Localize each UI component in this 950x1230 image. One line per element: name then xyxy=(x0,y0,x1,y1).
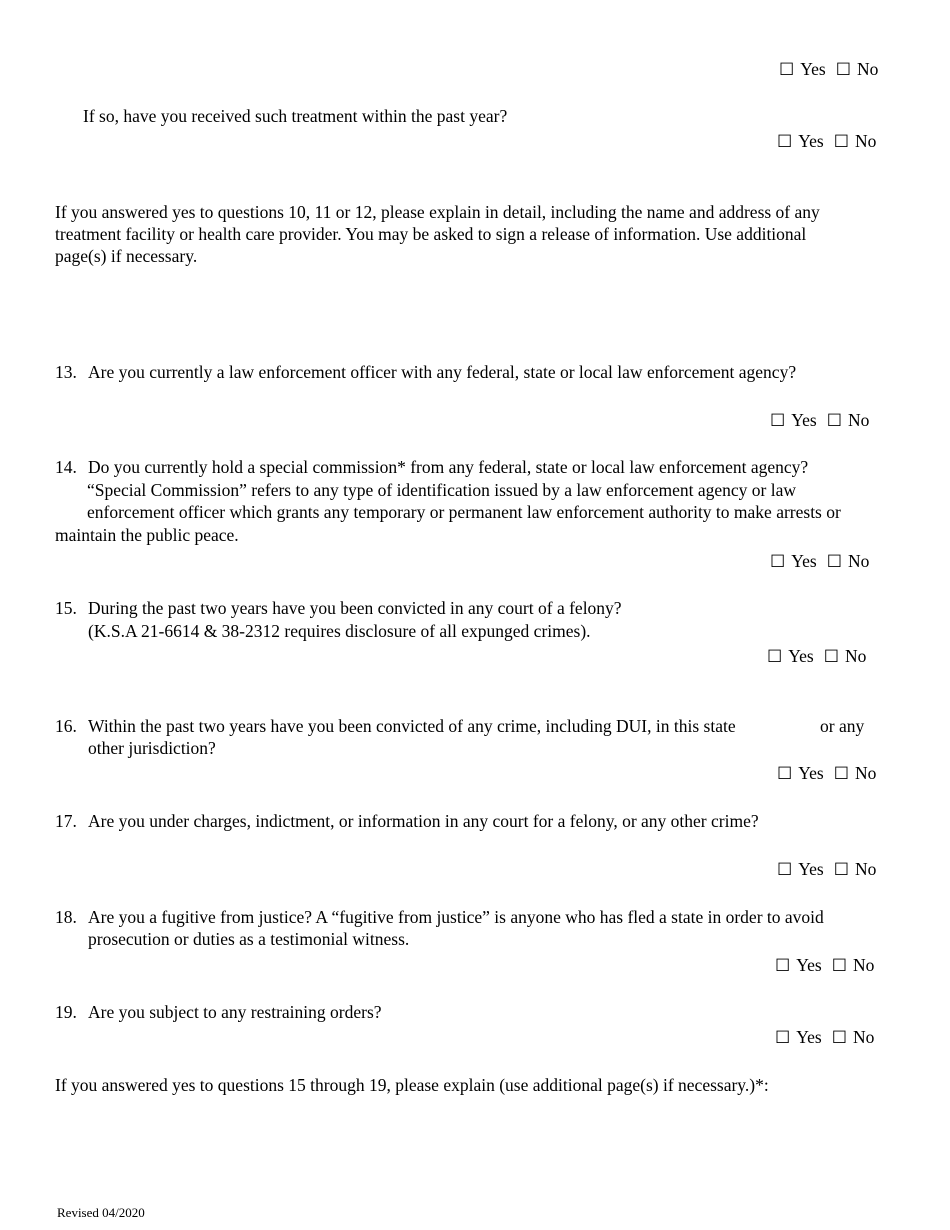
yes-checkbox[interactable]: ☐ xyxy=(775,956,791,975)
q18-line1: Are you a fugitive from justice? A “fugitive from justice” is anyone who has fled a state in order to avoid xyxy=(88,907,824,927)
q16-line2: other jurisdiction? xyxy=(88,738,216,758)
revision-footer: Revised 04/2020 xyxy=(57,1205,145,1220)
yes-checkbox[interactable]: ☐ xyxy=(777,132,793,151)
yes-checkbox[interactable]: ☐ xyxy=(767,647,783,666)
q19-number: 19. xyxy=(55,1002,77,1022)
yes-label: Yes xyxy=(800,59,826,79)
explain-10-12-line2: treatment facility or health care provider. You may be asked to sign a release of information. Use additional xyxy=(55,224,807,244)
no-label: No xyxy=(852,1027,875,1047)
q14-line4: maintain the public peace. xyxy=(55,525,239,545)
yes-checkbox[interactable]: ☐ xyxy=(777,860,793,879)
yes-label: Yes xyxy=(788,646,814,666)
no-checkbox[interactable]: ☐ xyxy=(833,860,849,879)
q16-number: 16. xyxy=(55,716,77,736)
yes-label: Yes xyxy=(791,551,817,571)
q16-line1: Within the past two years have you been convicted of any crime, including DUI, in this state xyxy=(88,716,736,736)
q18-yes-no xyxy=(775,954,874,978)
q17-number: 17. xyxy=(55,811,77,831)
yes-checkbox[interactable]: ☐ xyxy=(779,60,795,79)
no-checkbox[interactable]: ☐ xyxy=(826,552,842,571)
q18-line2: prosecution or duties as a testimonial witness. xyxy=(88,929,410,949)
no-label: No xyxy=(847,410,870,430)
yes-label: Yes xyxy=(798,131,824,151)
no-label: No xyxy=(847,551,870,571)
no-checkbox[interactable]: ☐ xyxy=(831,1028,847,1047)
q14-line1: Do you currently hold a special commission* from any federal, state or local law enforcement agency? xyxy=(88,457,809,477)
no-checkbox[interactable]: ☐ xyxy=(833,132,849,151)
q13-yes-no xyxy=(770,409,869,433)
q15-yes-no xyxy=(767,645,866,669)
no-label: No xyxy=(856,59,879,79)
yes-checkbox[interactable]: ☐ xyxy=(777,764,793,783)
q17-text: Are you under charges, indictment, or information in any court for a felony, or any other crime? xyxy=(88,811,759,831)
q15-number: 15. xyxy=(55,598,77,618)
q17-yes-no xyxy=(777,858,876,882)
q13-text: Are you currently a law enforcement officer with any federal, state or local law enforcement agency? xyxy=(88,362,797,382)
explain-15-19: If you answered yes to questions 15 through 19, please explain (use additional page(s) if necessary.)*: xyxy=(55,1075,769,1095)
no-checkbox[interactable]: ☐ xyxy=(833,764,849,783)
yes-label: Yes xyxy=(791,410,817,430)
q15-line1: During the past two years have you been convicted in any court of a felony? xyxy=(88,598,622,618)
yes-label: Yes xyxy=(798,859,824,879)
q14-line2: “Special Commission” refers to any type of identification issued by a law enforcement agency or law xyxy=(87,480,797,500)
no-label: No xyxy=(852,955,875,975)
yes-label: Yes xyxy=(796,1027,822,1047)
explain-10-12-line1: If you answered yes to questions 10, 11 or 12, please explain in detail, including the name and address of any xyxy=(55,202,820,222)
q13-number: 13. xyxy=(55,362,77,382)
no-label: No xyxy=(854,763,877,783)
no-checkbox[interactable]: ☐ xyxy=(831,956,847,975)
q19-text: Are you subject to any restraining orders? xyxy=(88,1002,382,1022)
q12-followup-question: If so, have you received such treatment within the past year? xyxy=(83,106,508,126)
q12-followup-yes-no xyxy=(777,130,876,154)
no-label: No xyxy=(854,859,877,879)
yes-label: Yes xyxy=(798,763,824,783)
q12-yes-no xyxy=(779,58,878,82)
yes-checkbox[interactable]: ☐ xyxy=(775,1028,791,1047)
yes-checkbox[interactable]: ☐ xyxy=(770,411,786,430)
no-label: No xyxy=(844,646,867,666)
no-checkbox[interactable]: ☐ xyxy=(826,411,842,430)
q16-yes-no xyxy=(777,762,876,786)
yes-label: Yes xyxy=(796,955,822,975)
explain-10-12-line3: page(s) if necessary. xyxy=(55,246,198,266)
q14-line3: enforcement officer which grants any temporary or permanent law enforcement authority to make arrests or xyxy=(87,502,841,522)
no-label: No xyxy=(854,131,877,151)
q14-number: 14. xyxy=(55,457,77,477)
yes-checkbox[interactable]: ☐ xyxy=(770,552,786,571)
q15-line2: (K.S.A 21-6614 & 38-2312 requires disclosure of all expunged crimes). xyxy=(88,621,591,641)
q18-number: 18. xyxy=(55,907,77,927)
no-checkbox[interactable]: ☐ xyxy=(823,647,839,666)
no-checkbox[interactable]: ☐ xyxy=(835,60,851,79)
q16-line1-end: or any xyxy=(820,716,865,736)
q19-yes-no xyxy=(775,1026,874,1050)
q14-yes-no xyxy=(770,550,869,574)
